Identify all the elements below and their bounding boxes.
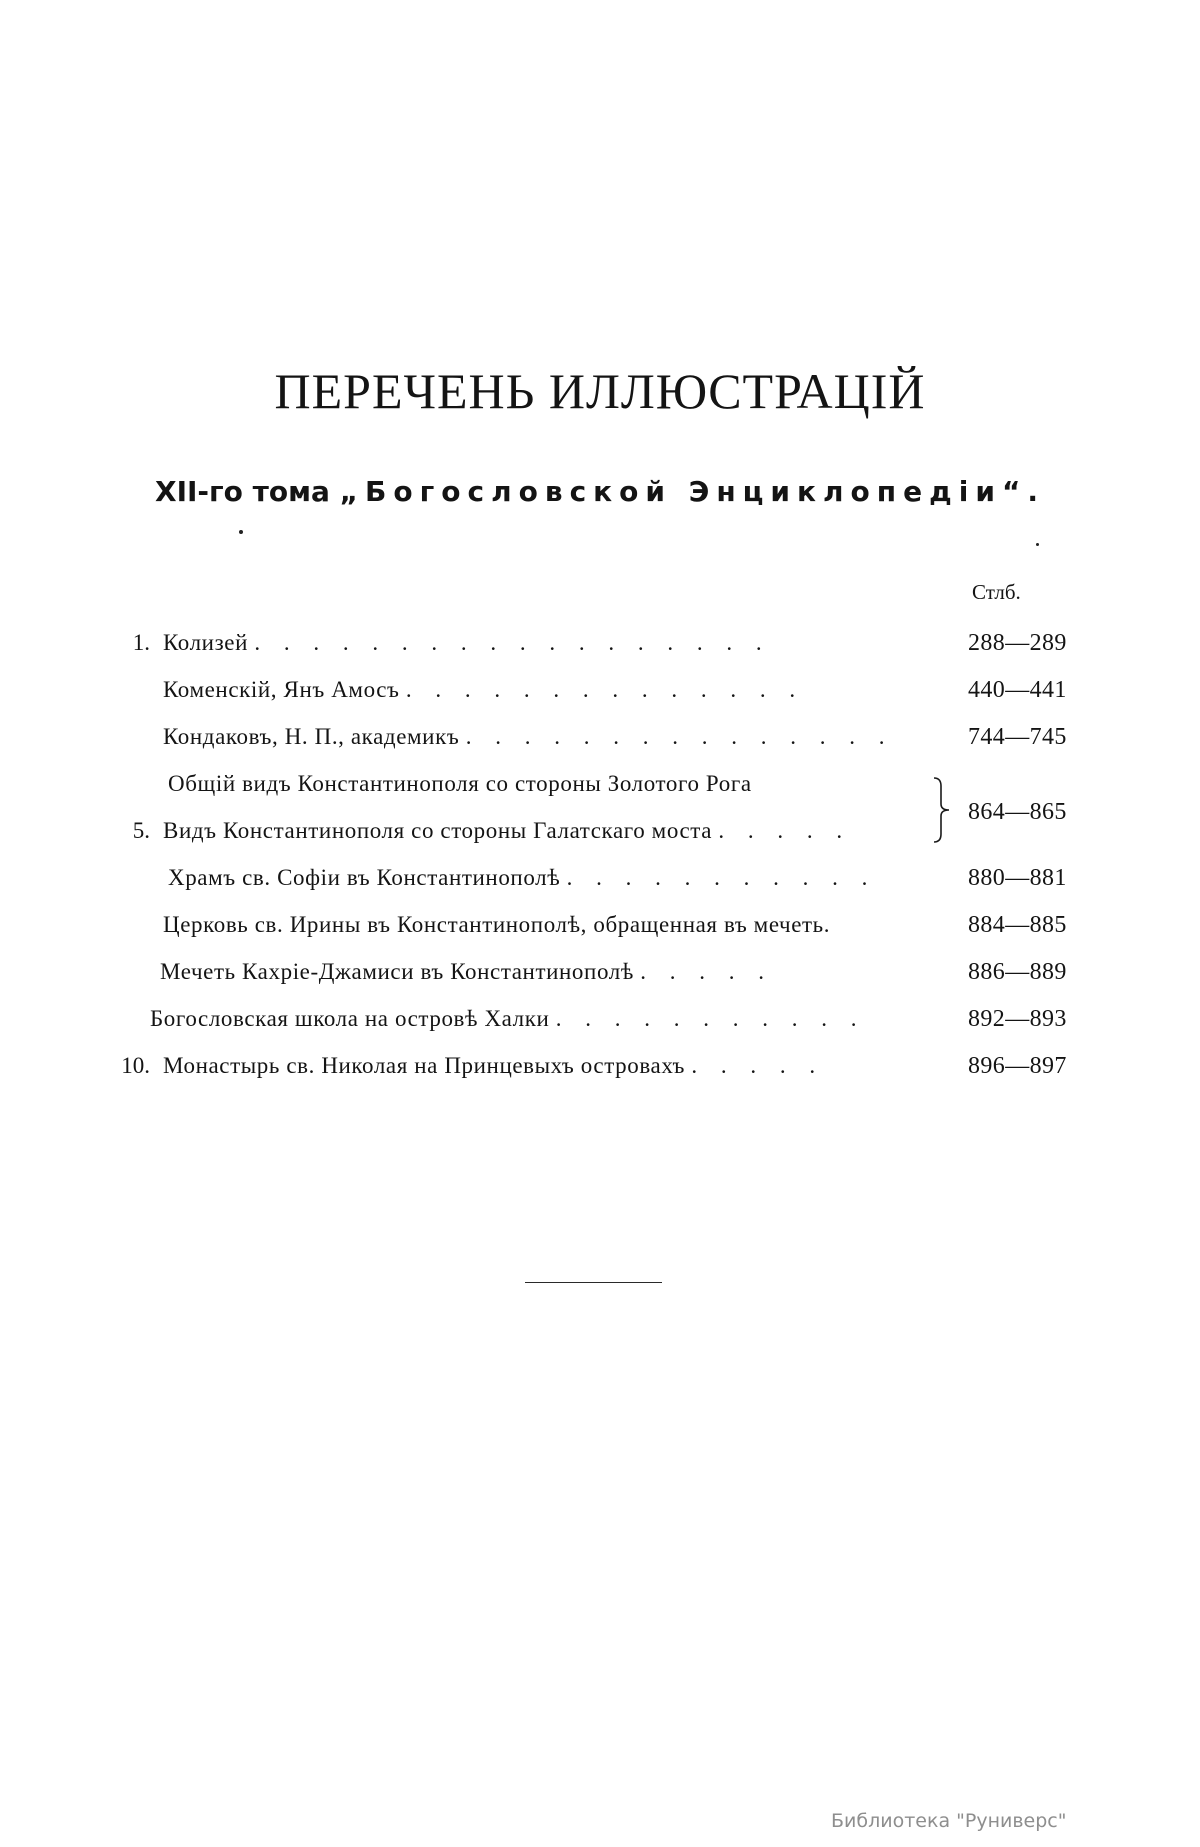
entry-pages: 896—897 [968, 1053, 1067, 1079]
list-item [0, 673, 1200, 707]
entry-title: Мечеть Кахріе-Джамиси въ Константинополѣ [160, 959, 634, 984]
entry-pages: 288—289 [968, 630, 1067, 656]
dot-leader: . . . . . [640, 959, 774, 984]
entry-pages: 892—893 [968, 1006, 1067, 1032]
volume-subtitle [0, 475, 1200, 508]
entry-title: Богословская школа на островѣ Халки [150, 1006, 550, 1031]
list-item [0, 861, 1200, 895]
list-item [0, 1002, 1200, 1036]
list-item [0, 1049, 1200, 1083]
print-speck [239, 530, 243, 534]
brace-bracket [930, 776, 954, 844]
list-item [0, 720, 1200, 754]
entry-text [163, 1049, 824, 1083]
subtitle-volume: XII-го тома [155, 475, 340, 508]
list-item [0, 908, 1200, 942]
entry-title: Коменскій, Янъ Амосъ [163, 677, 400, 702]
dot-leader: . . . . . . . . . . . . . . . [465, 724, 894, 749]
entry-pages: 744—745 [968, 724, 1067, 750]
entry-text [163, 814, 851, 848]
dot-leader: . . . . . [691, 1053, 825, 1078]
entry-title: Колизей [163, 630, 248, 655]
entry-title: Храмъ св. Софіи въ Константинополѣ [168, 865, 561, 890]
entry-pages: 886—889 [968, 959, 1067, 985]
entry-text [163, 626, 771, 660]
page-title: ПЕРЕЧЕНЬ ИЛЛЮСТРАЦІЙ [274, 363, 926, 419]
library-watermark: Библиотека "Руниверс" [831, 1810, 1067, 1832]
dot-leader: . . . . . . . . . . . [566, 865, 877, 890]
dot-leader: . . . . . . . . . . . . . . . . . . [254, 630, 771, 655]
entry-text [168, 767, 752, 801]
entry-number: 1. [132, 630, 150, 655]
entry-number: 5. [132, 818, 150, 843]
list-item [0, 955, 1200, 989]
entry-pages: 884—885 [968, 912, 1067, 938]
dot-leader: . . . . . . . . . . . [555, 1006, 866, 1031]
entry-title: Видъ Константинополя со стороны Галатскаго моста [163, 818, 713, 843]
entry-title: Общій видъ Константинополя со стороны Золотого Рога [168, 771, 752, 796]
entry-number: 10. [121, 1053, 150, 1078]
entry-title: Церковь св. Ирины въ Константинополѣ, обращенная въ мечеть. [163, 912, 831, 937]
dot-leader: . . . . . [718, 818, 852, 843]
entry-pages: 440—441 [968, 677, 1067, 703]
print-speck [1036, 543, 1039, 546]
list-item [0, 626, 1200, 660]
entry-pages: 880—881 [968, 865, 1067, 891]
entry-text [160, 955, 773, 989]
entry-text [163, 673, 804, 707]
bracket-pages: 864—865 [968, 799, 1067, 825]
entry-text [163, 908, 830, 942]
closing-rule [525, 1282, 662, 1283]
entry-text [150, 1002, 866, 1036]
dot-leader: . . . . . . . . . . . . . . [405, 677, 805, 702]
column-header: Стлб. [972, 580, 1021, 604]
entry-text [163, 720, 893, 754]
entry-title: Кондаковъ, Н. П., академикъ [163, 724, 460, 749]
entry-title: Монастырь св. Николая на Принцевыхъ островахъ [163, 1053, 686, 1078]
subtitle-encyclopedia-name: „Богословской Энциклопедіи“. [339, 475, 1045, 508]
entry-text [168, 861, 876, 895]
